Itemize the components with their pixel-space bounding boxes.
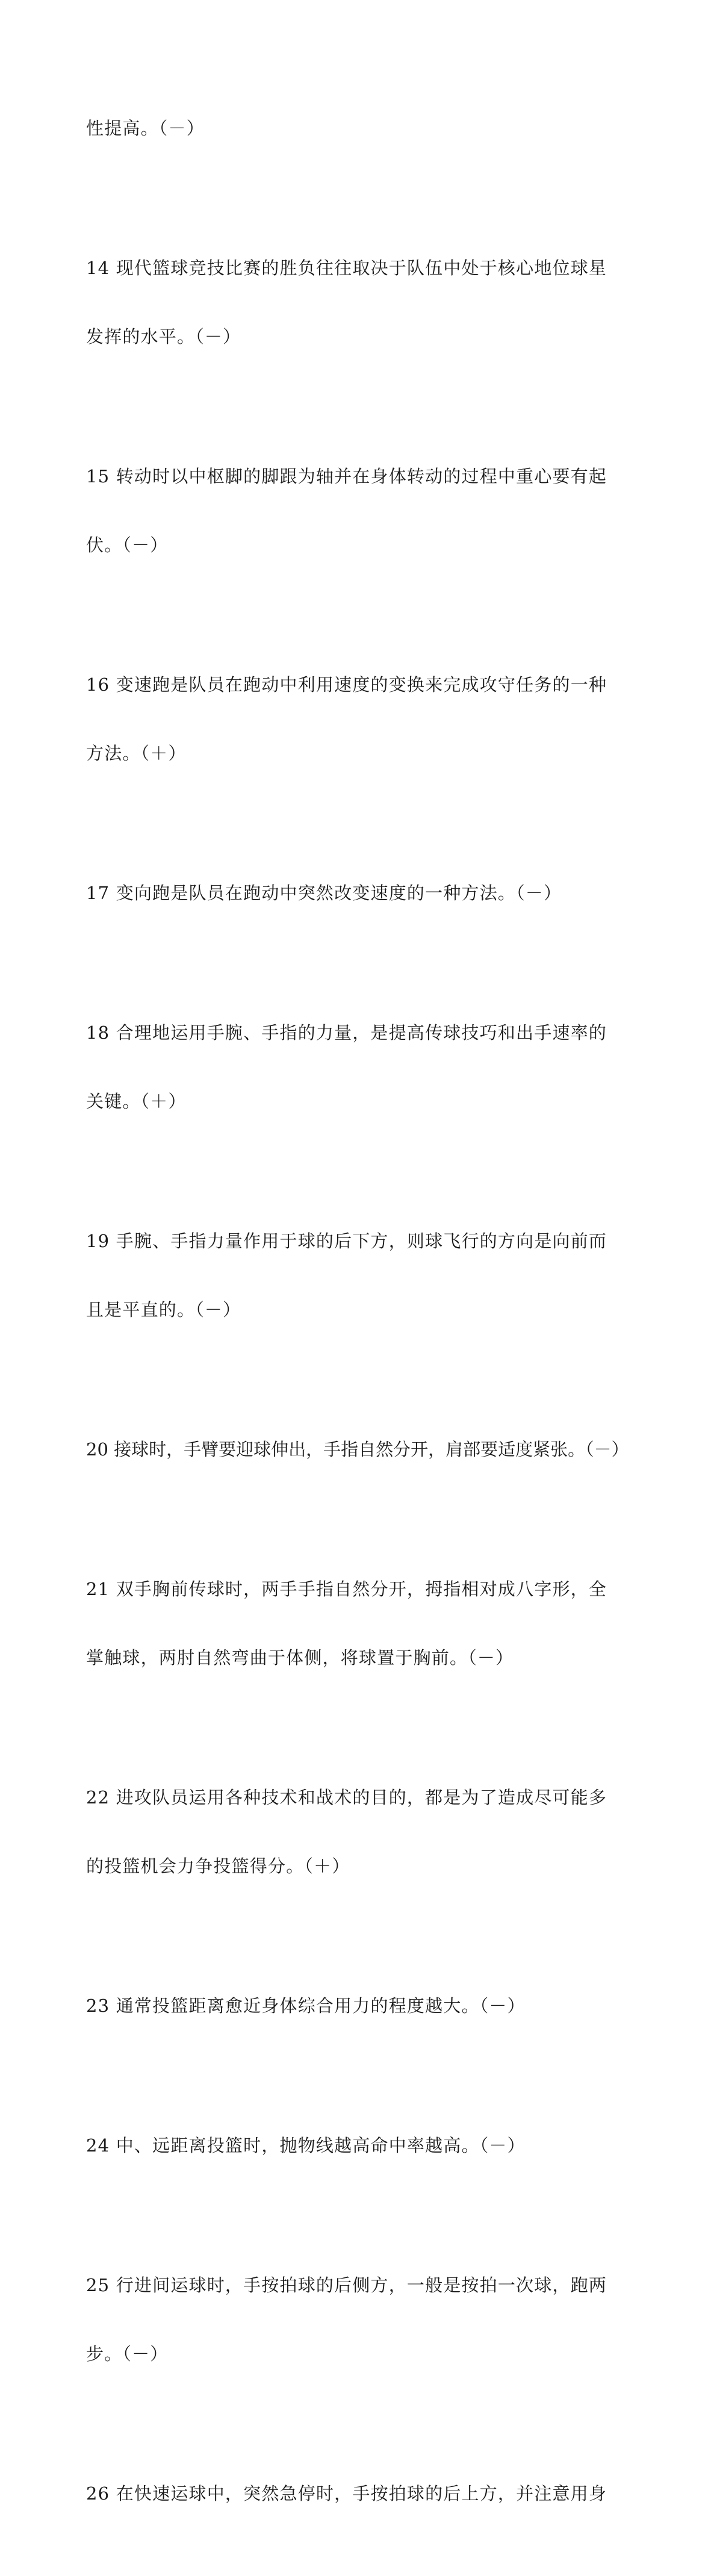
question-18 bbox=[86, 975, 640, 1159]
text-line: 17 变向跑是队员在跑动中突然改变速度的一种方法。（－） bbox=[86, 883, 562, 903]
text-line: 15 转动时以中枢脚的脚跟为轴并在身体转动的过程中重心要有起 bbox=[86, 466, 607, 487]
question-24 bbox=[86, 2088, 640, 2203]
text-line: 伏。（－） bbox=[86, 535, 169, 555]
text-line: 19 手腕、手指力量作用于球的后下方，则球飞行的方向是向前而 bbox=[86, 1231, 607, 1251]
text-line: 关键。（＋） bbox=[86, 1091, 187, 1112]
text-line: 掌触球，两肘自然弯曲于体侧，将球置于胸前。（－） bbox=[86, 1647, 514, 1668]
text-line: 发挥的水平。（－） bbox=[86, 326, 241, 347]
text-line: 24 中、远距离投篮时，抛物线越高命中率越高。（－） bbox=[86, 2135, 526, 2156]
text-line: 20 接球时，手臂要迎球伸出，手指自然分开，肩部要适度紧张。（－） bbox=[86, 1439, 629, 1460]
question-22 bbox=[86, 1740, 640, 1923]
text-line: 16 变速跑是队员在跑动中利用速度的变换来完成攻守任务的一种 bbox=[86, 674, 607, 695]
question-20 bbox=[86, 1392, 640, 1507]
question-25 bbox=[86, 2228, 640, 2411]
text-line: 方法。（＋） bbox=[86, 743, 187, 764]
paragraph-13-tail bbox=[86, 71, 640, 185]
question-17 bbox=[86, 836, 640, 950]
text-line: 14 现代篮球竞技比赛的胜负往往取决于队伍中处于核心地位球星 bbox=[86, 258, 607, 278]
text-line: 25 行进间运球时，手按拍球的后侧方，一般是按拍一次球，跑两 bbox=[86, 2275, 607, 2295]
question-15 bbox=[86, 419, 640, 602]
question-16 bbox=[86, 627, 640, 810]
text-line: 26 在快速运球中，突然急停时，手按拍球的后上方，并注意用身 bbox=[86, 2483, 607, 2504]
text-line: 性提高。（－） bbox=[86, 118, 205, 138]
document-body bbox=[86, 71, 640, 2576]
text-line: 且是平直的。（－） bbox=[86, 1299, 241, 1320]
text-line: 23 通常投篮距离愈近身体综合用力的程度越大。（－） bbox=[86, 1996, 526, 2016]
question-19 bbox=[86, 1184, 640, 1367]
text-line: 步。（－） bbox=[86, 2344, 169, 2364]
question-26 bbox=[86, 2436, 640, 2551]
text-line: 22 进攻队员运用各种技术和战术的目的，都是为了造成尽可能多 bbox=[86, 1787, 607, 1808]
question-23 bbox=[86, 1949, 640, 2063]
text-line: 21 双手胸前传球时，两手手指自然分开，拇指相对成八字形，全 bbox=[86, 1579, 607, 1599]
question-21 bbox=[86, 1532, 640, 1715]
text-line: 的投篮机会力争投篮得分。（＋） bbox=[86, 1856, 350, 1876]
text-line: 18 合理地运用手腕、手指的力量，是提高传球技巧和出手速率的 bbox=[86, 1022, 607, 1043]
question-14 bbox=[86, 211, 640, 394]
